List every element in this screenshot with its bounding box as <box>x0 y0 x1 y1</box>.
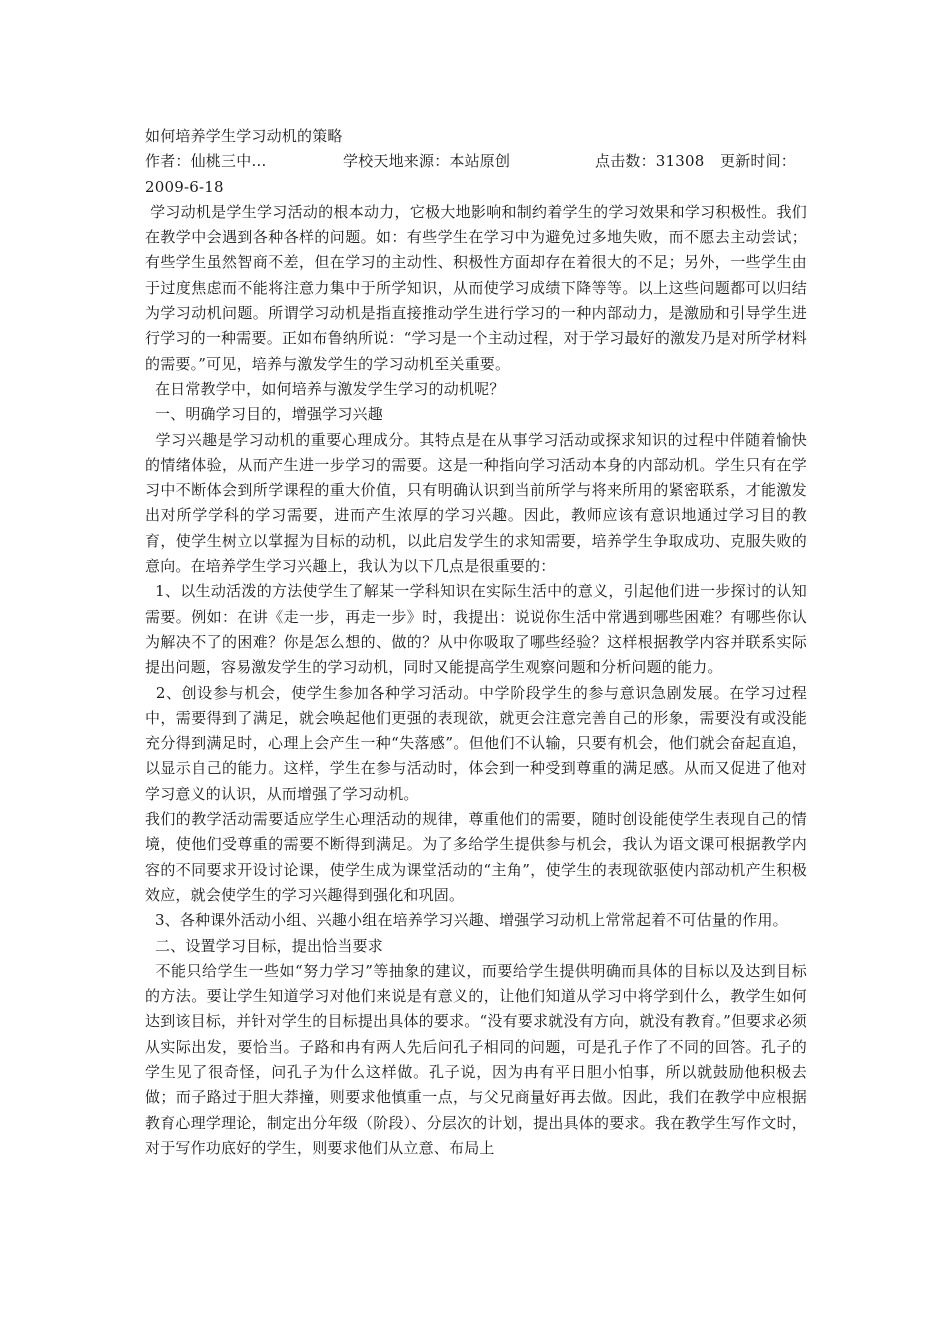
article-meta <box>145 149 807 174</box>
paragraph-point-1: 1、以生动活泼的方法使学生了解某一学科知识在实际生活中的意义，引起他们进一步探讨的认知需要。例如：在讲《走一步，再走一步》时，我提出：说说你生活中常遇到哪些困难？有哪些你认为解决不了的困难？你是怎么想的、做的？从中你吸取了哪些经验？这样根据教学内容并联系实际提出问题，容易激发学生的学习动机，同时又能提高学生观察问题和分析问题的能力。 <box>145 582 808 677</box>
source-label: 学校天地来源：本站原创 <box>343 152 511 171</box>
paragraph-point-3: 3、各种课外活动小组、兴趣小组在培养学习兴趣、增强学习动机上常常起着不可估量的作用。 <box>145 911 788 930</box>
paragraph-goals: 不能只给学生一些如“努力学习”等抽象的建议，而要给学生提供明确而具体的目标以及达到目标的方法。要让学生知道学习对他们来说是有意义的，让他们知道从学习中将学到什么，教学生如何达到该目标，并针对学生的目标提出具体的要求。“没有要求就没有方向，就没有教育。”但要求必须从实际出发，要恰当。子路和冉有两人先后问孔子相同的问题，可是孔子作了不同的回答。孔子的学生见了很奇怪，问孔子为什么这样做。孔子说，因为冉有平日胆小怕事，所以就鼓励他积极去做；而子路过于胆大莽撞，则要求他慎重一点，与父兄商量好再去做。因此，我们在教学中应根据教育心理学理论，制定出分年级（阶段）、分层次的计划，提出具体的要求。我在教学生写作文时，对于写作功底好的学生，则要求他们从立意、布局上 <box>145 961 808 1157</box>
updated-date: 2009-6-18 <box>145 177 224 196</box>
section-heading-2: 二、设置学习目标，提出恰当要求 <box>145 936 383 955</box>
updated-label: 更新时间： <box>720 152 797 171</box>
section-heading-1: 一、明确学习目的，增强学习兴趣 <box>145 405 383 424</box>
article-title: 如何培养学生学习动机的策略 <box>145 127 343 145</box>
paragraph-activities: 我们的教学活动需要适应学生心理活动的规律，尊重他们的需要，随时创设能使学生表现自己的情境，使他们受尊重的需要不断得到满足。为了多给学生提供参与机会，我认为语文课可根据教学内容的不同要求开设讨论课，使学生成为课堂活动的“主角”，使学生的表现欲驱使内部动机产生积极效应，就会使学生的学习兴趣得到强化和巩固。 <box>145 810 807 904</box>
click-count: 点击数：31308 <box>595 152 705 171</box>
paragraph-point-2: 2、创设参与机会，使学生参加各种学习活动。中学阶段学生的参与意识急剧发展。在学习过程中，需要得到了满足，就会唤起他们更强的表现欲，就更会注意完善自己的形象，需要没有或没能充分得到满足时，心理上会产生一种“失落感”。但他们不认输，只要有机会，他们就会奋起直追，以显示自己的能力。这样，学生在参与活动时，体会到一种受到尊重的满足感。从而又促进了他对学习意义的认识，从而增强了学习动机。 <box>145 683 807 803</box>
author-label: 作者：仙桃三中… <box>145 152 267 171</box>
paragraph-intro: 学习动机是学生学习活动的根本动力，它极大地影响和制约着学生的学习效果和学习积极性。我们在教学中会遇到各种各样的问题。如：有些学生在学习中为避免过多地失败，而不愿去主动尝试；有些学生虽然智商不差，但在学习的主动性、积极性方面却存在着很大的不足；另外，一些学生由于过度焦虑而不能将注意力集中于所学知识，从而使学习成绩下降等等。以上这些问题都可以归结为学习动机问题。所谓学习动机是指直接推动学生进行学习的一种内部动力，是激励和引导学生进行学习的一种需要。正如布鲁纳所说：“学习是一个主动过程，对于学习最好的激发乃是对所学材料的需要。”可见，培养与激发学生的学习动机至关重要。 <box>145 202 808 373</box>
article <box>145 124 807 1161</box>
paragraph-question: 在日常教学中，如何培养与激发学生学习的动机呢？ <box>145 379 505 398</box>
paragraph-interest: 学习兴趣是学习动机的重要心理成分。其特点是在从事学习活动或探求知识的过程中伴随着愉快的情绪体验，从而产生进一步学习的需要。这是一种指向学习活动本身的内部动机。学生只有在学习中不断体会到所学课程的重大价值，只有明确认识到当前所学与将来所用的紧密联系，才能激发出对所学学科的学习需要，进而产生浓厚的学习兴趣。因此，教师应该有意识地通过学习目的教育，使学生树立以掌握为目标的动机，以此启发学生的求知需要，培养学生争取成功、克服失败的意向。在培养学生学习兴趣上，我认为以下几点是很重要的： <box>145 430 808 576</box>
